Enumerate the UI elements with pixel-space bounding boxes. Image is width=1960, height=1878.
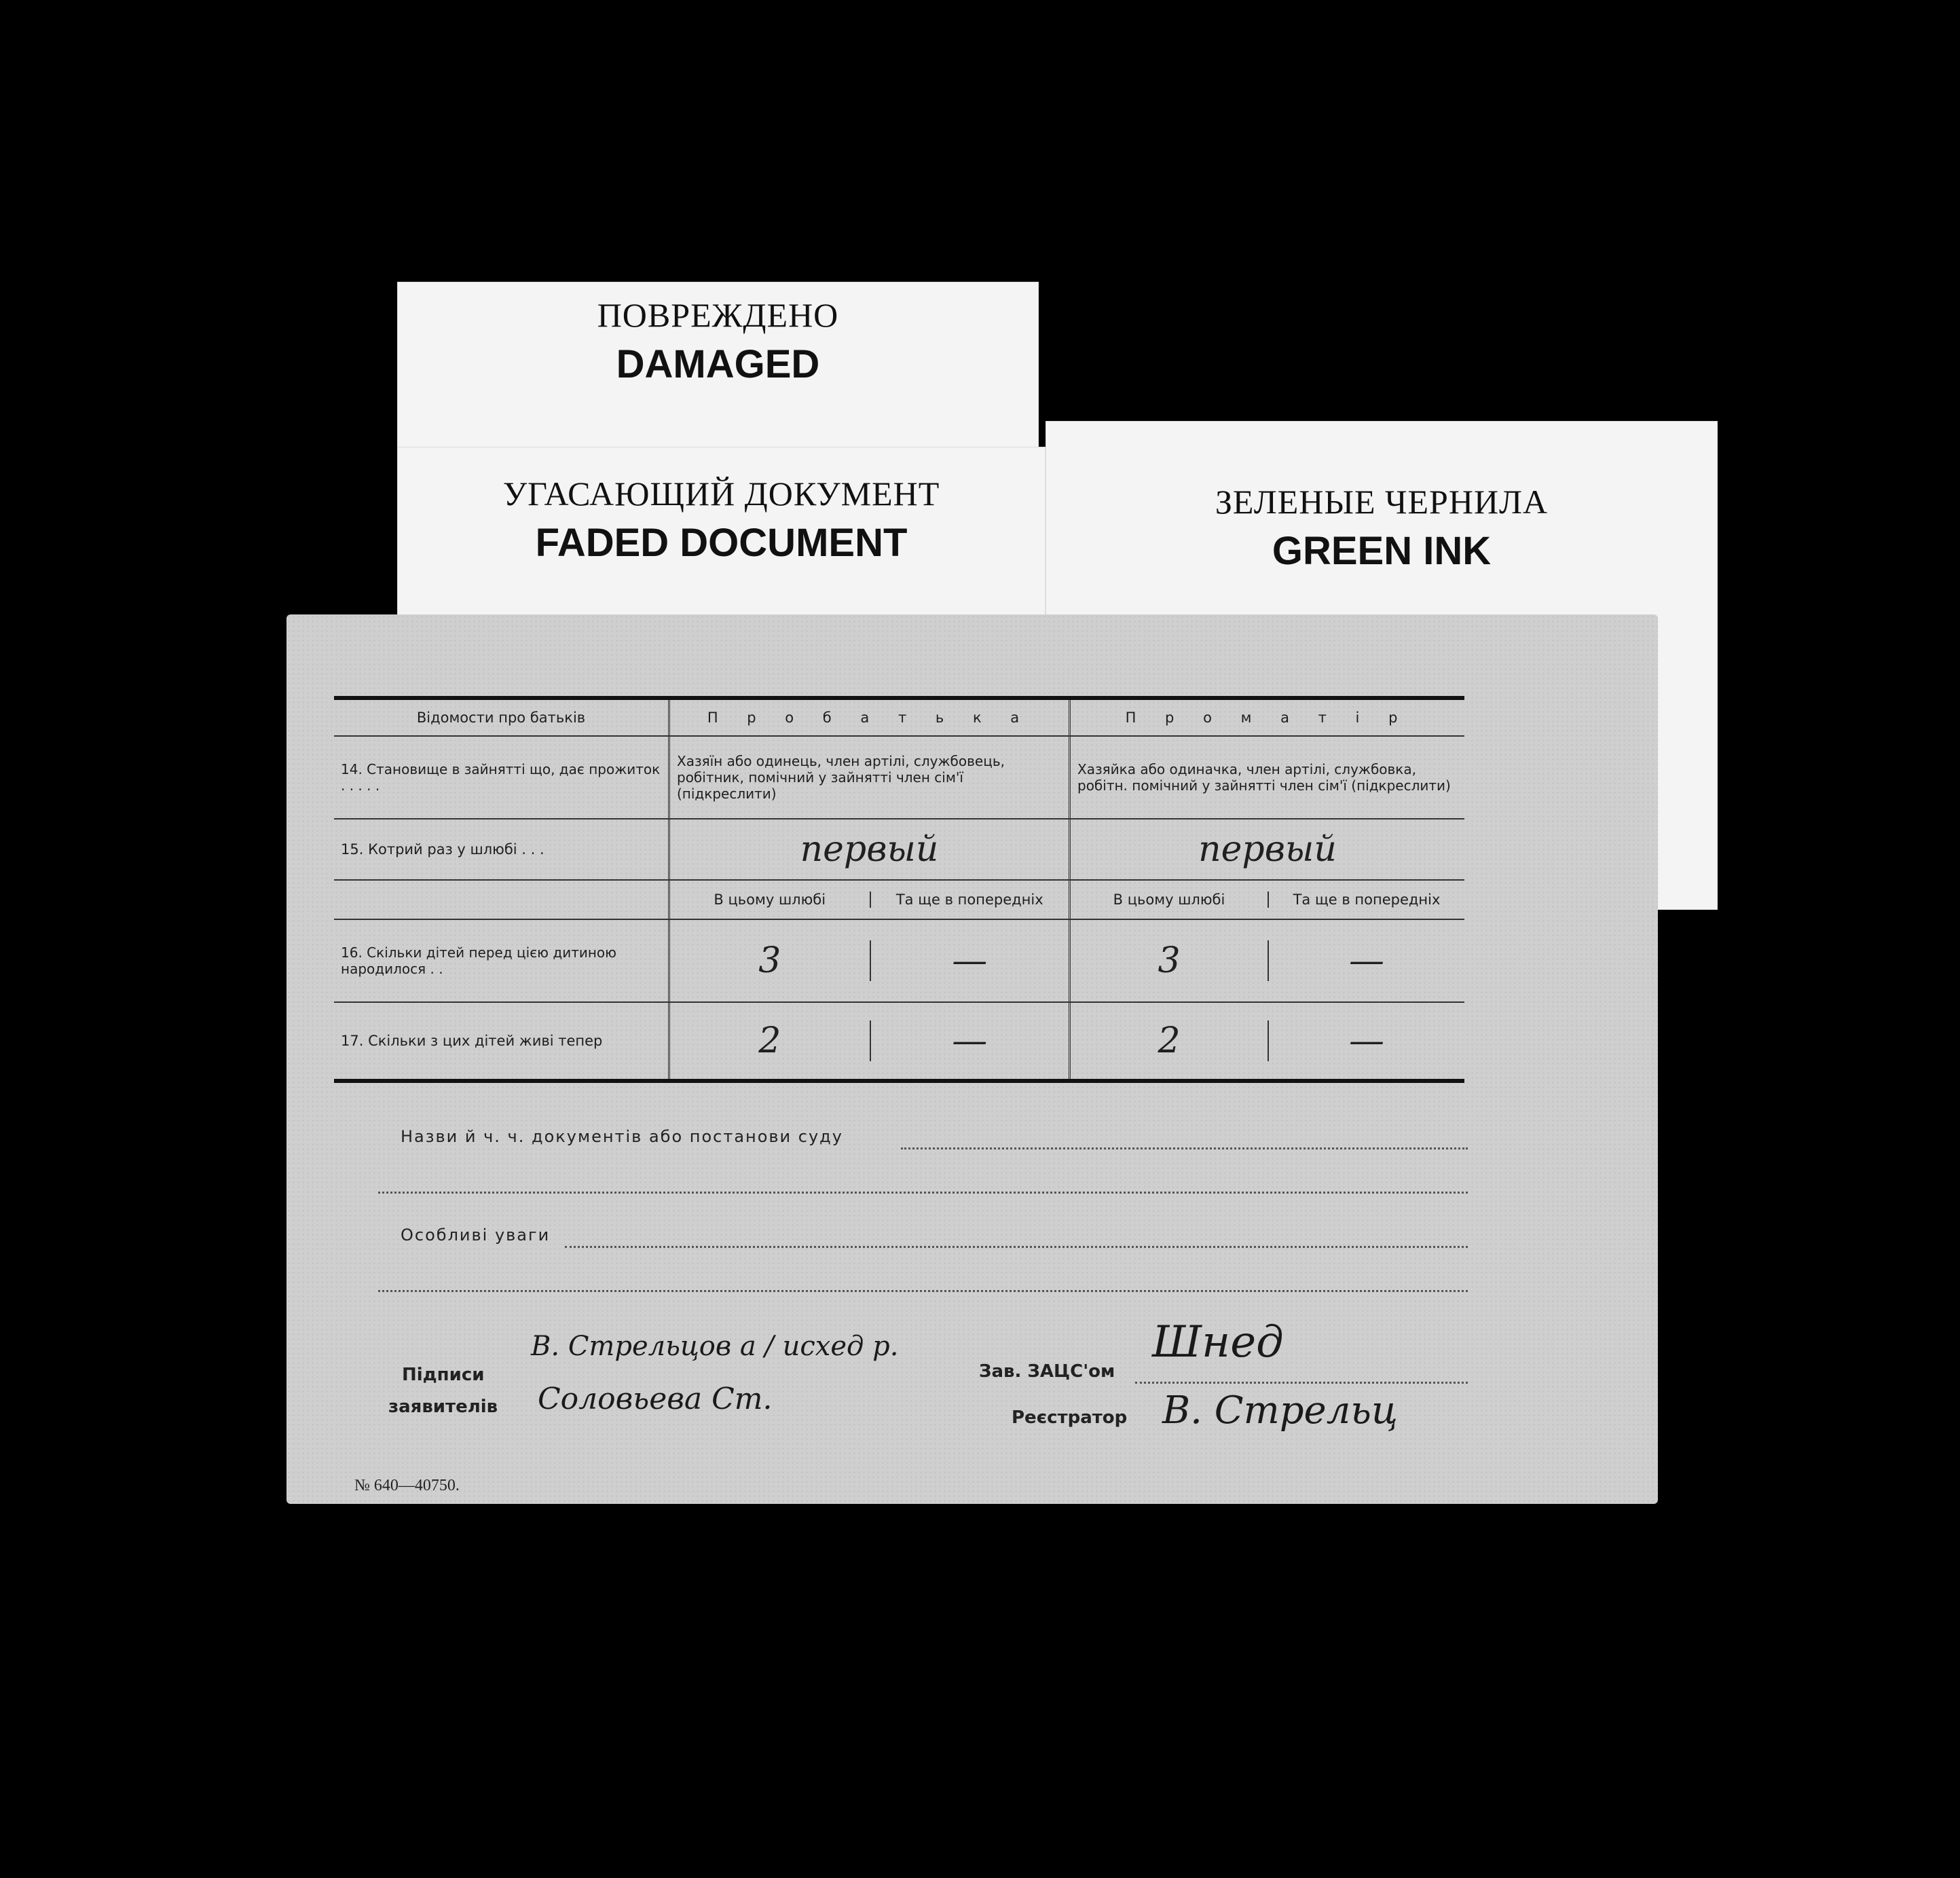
row14-mother-text: Хазяйка або одиначка, член артілі, службовка, робітн. помічний у зайнятті член сім'ї (підкреслити) [1077, 761, 1451, 794]
documents-line-2 [378, 1192, 1468, 1194]
damaged-tag-ru: ПОВРЕЖДЕНО [597, 296, 839, 334]
subheader-empty [334, 881, 670, 919]
row16-father-previous: — [870, 940, 1069, 981]
row17-father [670, 1003, 1071, 1079]
head-registry-signature: Шнед [1152, 1317, 1284, 1367]
signatures-label-2: заявителів [388, 1397, 498, 1417]
table-row-16 [334, 920, 1464, 1003]
notes-line-1 [565, 1246, 1468, 1248]
header-father [670, 700, 1071, 735]
notes-label: Особливі уваги [401, 1226, 551, 1245]
header-mother-text: П р о м а т і р [1125, 710, 1410, 726]
green-ink-tag-ru: ЗЕЛЕНЫЕ ЧЕРНИЛА [1215, 483, 1549, 521]
row16-mother-previous: — [1268, 940, 1464, 981]
row17-father-previous: — [870, 1020, 1069, 1061]
applicant-signature-2: Соловьева Ст. [538, 1382, 773, 1416]
table-header-row [334, 700, 1464, 737]
row14-mother [1071, 737, 1464, 818]
row14-father [670, 737, 1071, 818]
documents-line-1 [901, 1147, 1468, 1149]
row16-mother-this: 3 [1158, 940, 1181, 981]
subheader-father-this: В цьому шлюбі [714, 891, 826, 908]
header-father-text: П р о б а т ь к а [707, 710, 1032, 726]
row16-father [670, 920, 1071, 1001]
subheader-mother-this: В цьому шлюбі [1113, 891, 1225, 908]
notes-line-2 [378, 1290, 1468, 1292]
applicant-signature-1: В. Стрельцов а / исхед р. [531, 1331, 899, 1362]
table-row-17 [334, 1003, 1464, 1079]
row15-label [334, 820, 670, 879]
row17-mother-this: 2 [1158, 1020, 1181, 1061]
row16-mother [1071, 920, 1464, 1001]
table-row-14 [334, 737, 1464, 820]
subheader-father-previous: Та ще в попередніх [870, 891, 1069, 908]
row17-mother [1071, 1003, 1464, 1079]
row16-label [334, 920, 670, 1001]
signatures-label-1: Підписи [402, 1365, 485, 1385]
documents-label: Назви й ч. ч. документів або постанови суду [401, 1127, 843, 1146]
row17-label [334, 1003, 670, 1079]
registrar-signature: В. Стрельц [1162, 1388, 1398, 1433]
damaged-tag [397, 282, 1039, 452]
head-signature-line [1135, 1382, 1468, 1384]
row14-father-text: Хазяїн або одинець, член артілі, службовець, робітник, помічний у зайнятті член сім'ї (підкреслити) [677, 753, 1005, 802]
row14-label [334, 737, 670, 818]
row15-mother [1071, 820, 1464, 879]
header-parents-info [334, 700, 670, 735]
row16-label-text: 16. Скільки дітей перед цією дитиною народилося . . [341, 944, 616, 977]
row17-label-text: 17. Скільки з цих дітей живі тепер [341, 1033, 603, 1049]
registrar-label: Реєстратор [1012, 1407, 1128, 1428]
row14-label-text: 14. Становище в зайнятті що, дає прожиток . . . . . [341, 761, 661, 794]
table-subheader-row [334, 881, 1464, 920]
subheader-mother-previous: Та ще в попередніх [1268, 891, 1464, 908]
row15-father-value: первый [800, 829, 939, 870]
parents-info-table [334, 696, 1464, 1083]
faded-tag-ru: УГАСАЮЩИЙ ДОКУМЕНТ [502, 475, 940, 513]
faded-document-tag [397, 447, 1046, 616]
header-mother [1071, 700, 1464, 735]
green-ink-tag-en: GREEN INK [1272, 529, 1492, 573]
header-parents-info-text: Відомости про батьків [416, 710, 586, 726]
damaged-tag-en: DAMAGED [616, 342, 820, 386]
table-row-15 [334, 820, 1464, 881]
row16-father-this: 3 [758, 940, 781, 981]
row15-father [670, 820, 1071, 879]
head-registry-label: Зав. ЗАЦС'ом [979, 1361, 1115, 1382]
form-number: № 640—40750. [354, 1477, 460, 1494]
subheader-father [670, 881, 1071, 919]
row15-mother-value: первый [1198, 829, 1337, 870]
row17-father-this: 2 [758, 1020, 781, 1061]
row17-mother-previous: — [1268, 1020, 1464, 1061]
row15-label-text: 15. Котрий раз у шлюбі . . . [341, 841, 544, 858]
subheader-mother [1071, 881, 1464, 919]
faded-tag-en: FADED DOCUMENT [535, 521, 908, 565]
document-card [286, 614, 1658, 1504]
